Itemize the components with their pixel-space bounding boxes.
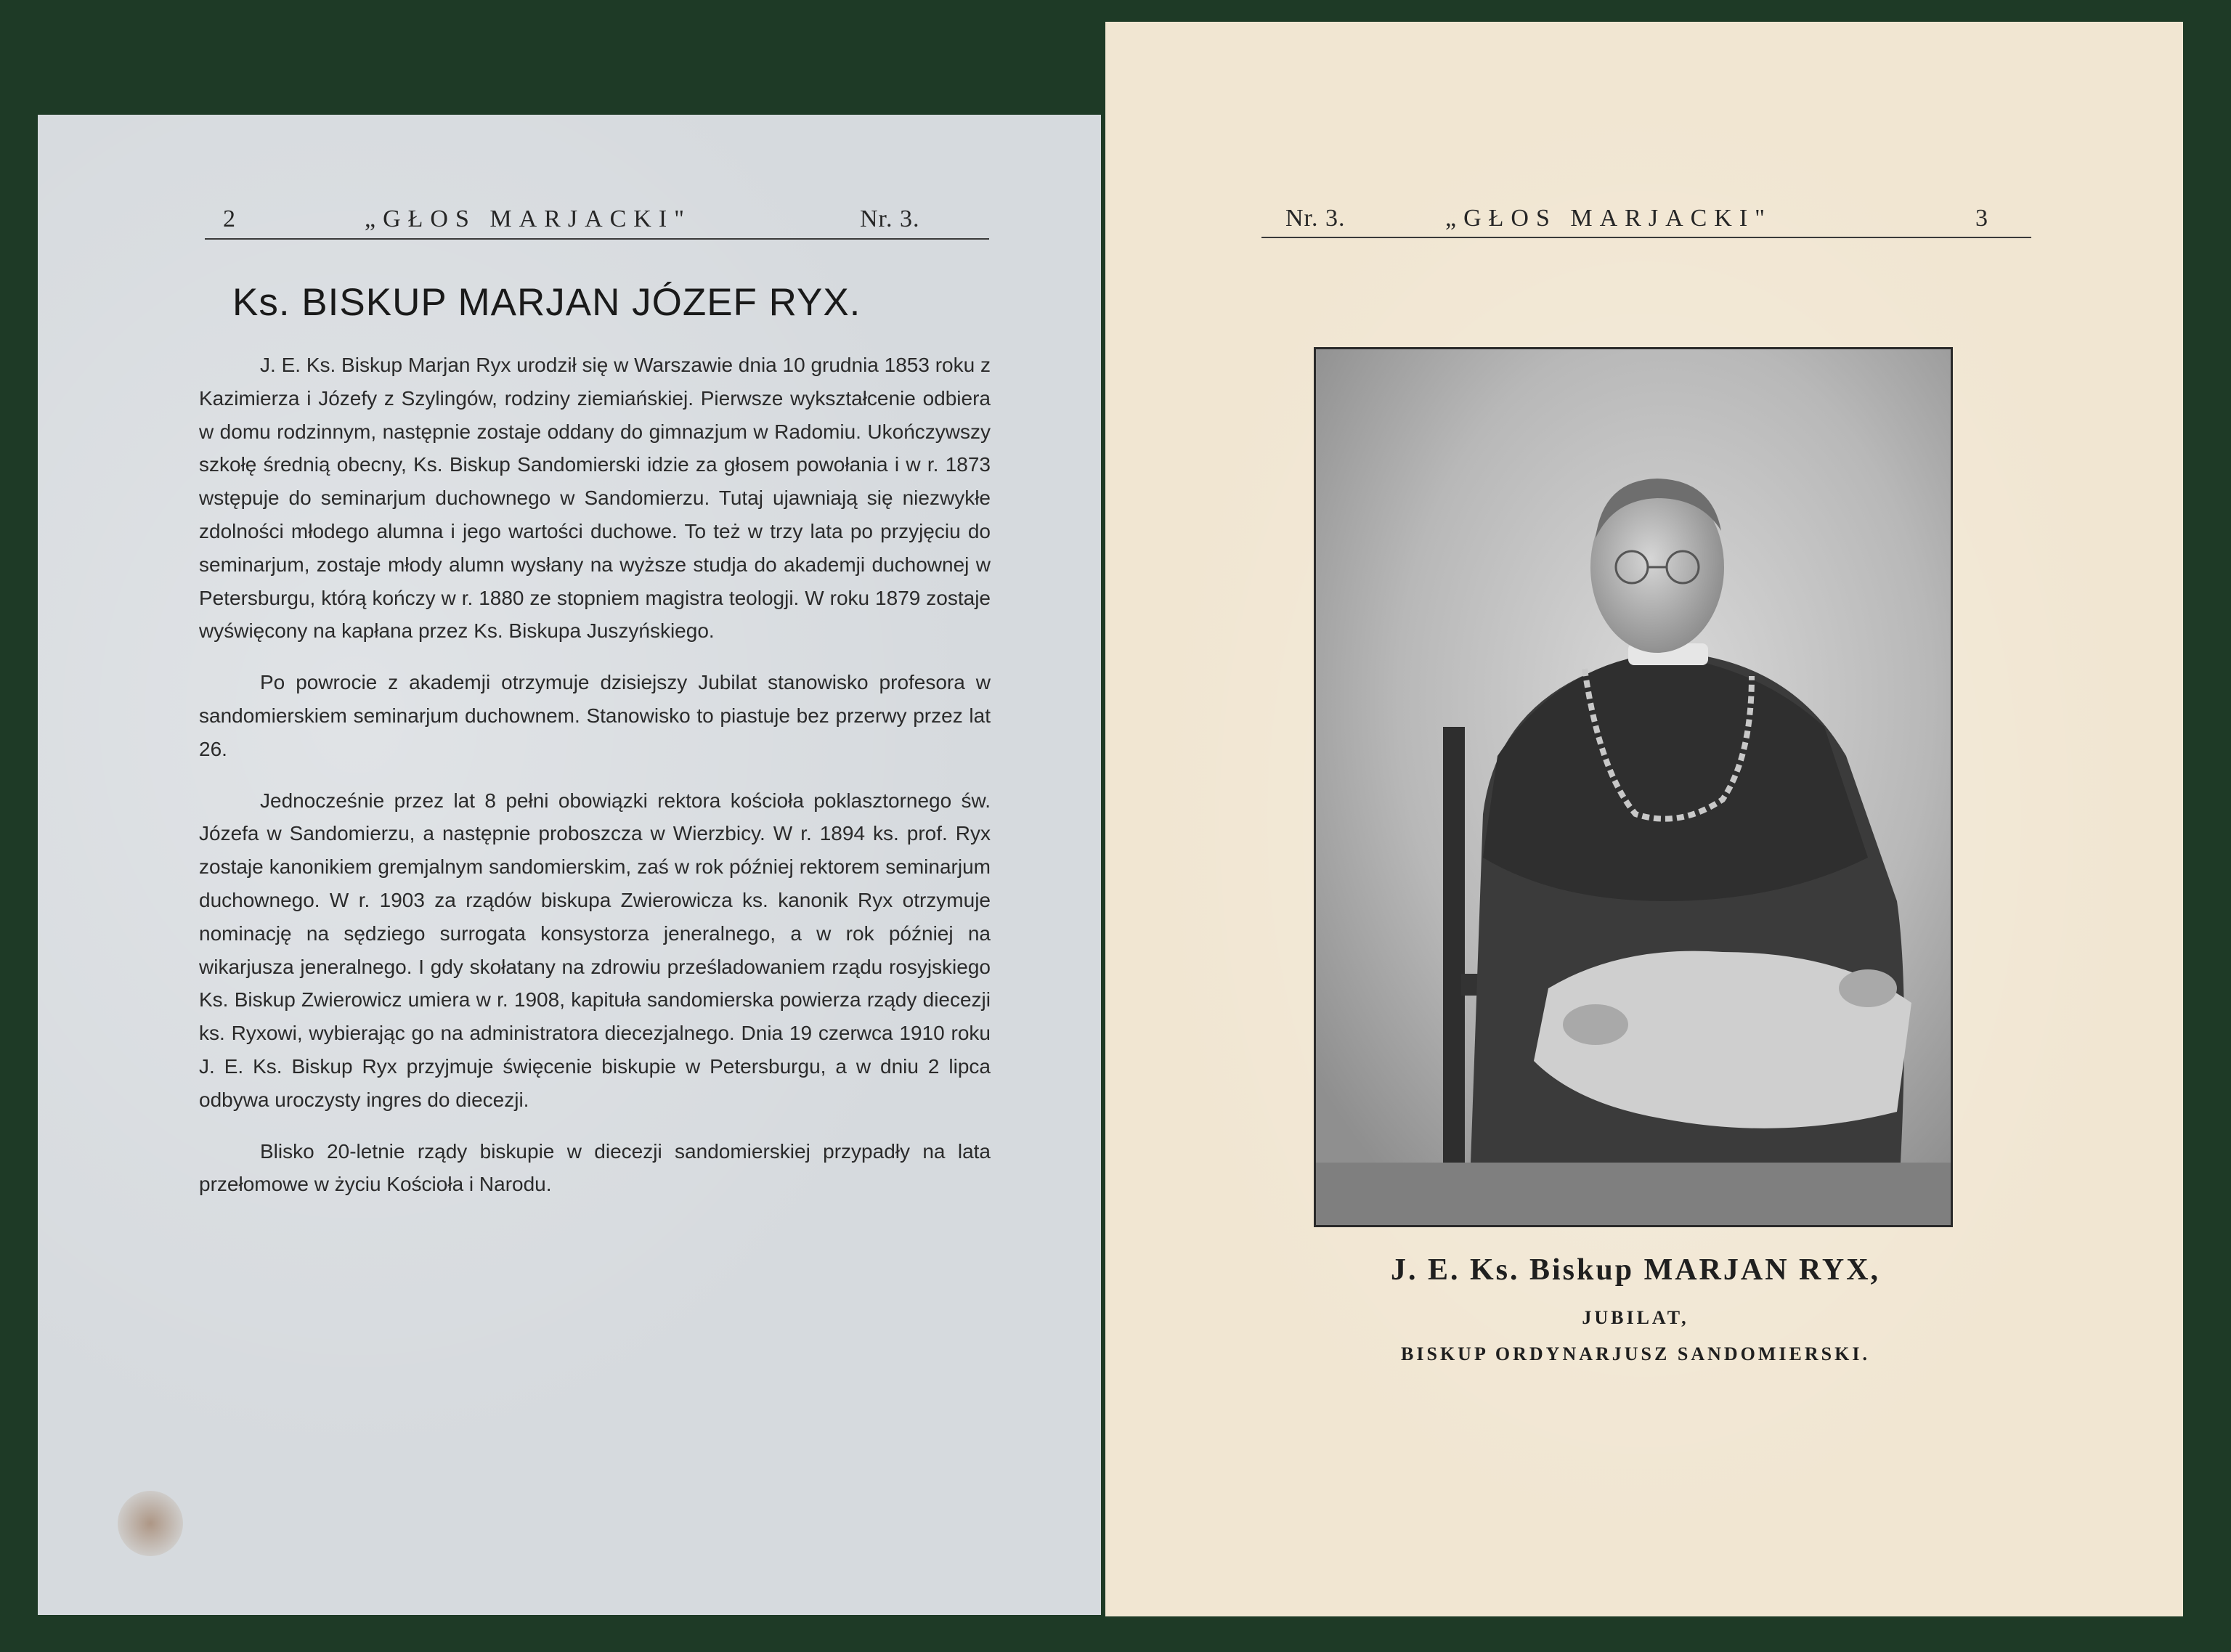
issue-number-left: Nr. 3. — [860, 206, 920, 232]
article-title: Ks. BISKUP MARJAN JÓZEF RYX. — [232, 281, 861, 324]
portrait-caption-role: JUBILAT, — [1582, 1307, 1689, 1328]
portrait-caption-name: J. E. Ks. Biskup MARJAN RYX, — [1390, 1253, 1881, 1287]
page-number-left: 2 — [223, 206, 236, 232]
article-body — [199, 349, 991, 1219]
portrait-caption-title: BISKUP ORDYNARJUSZ SANDOMIERSKI. — [1401, 1343, 1870, 1364]
portrait-illustration — [1316, 349, 1951, 1225]
header-rule-left — [205, 238, 989, 240]
article-paragraph: Jednocześnie przez lat 8 pełni obowiązki rektora kościoła poklasztornego św. Józefa w Sandomierzu, a następnie proboszcza w Wierzbicy. W r. 1894 ks. prof. Ryx zostaje kanonikiem gremjalnym sandomierskim, zaś w rok później rektorem seminarjum duchownego. W r. 1903 za rządów biskupa Zwierowicza ks. kanonik Ryx otrzymuje nominację na sędziego surrogata konsystorza jeneralnego, a w rok później na wikarjusza jeneralnego. I gdy skołatany na zdrowiu prześladowaniem rządu rosyjskiego Ks. Biskup Zwierowicz umiera w r. 1908, kapituła sandomierska powierza rządy diecezji ks. Ryxowi, wybierając go na administratora diecezjalnego. Dnia 19 czerwca 1910 roku J. E. Ks. Biskup Ryx przyjmuje święcenie biskupie w Petersburgu, a w dniu 2 lipca odbywa uroczysty ingres do diecezji. — [199, 789, 991, 1111]
header-rule-right — [1261, 237, 2031, 238]
article-paragraph: Blisko 20-letnie rządy biskupie w diecezji sandomierskiej przypadły na lata przełomowe w życiu Kościoła i Narodu. — [199, 1139, 991, 1196]
issue-number-right: Nr. 3. — [1285, 205, 1346, 232]
article-paragraph: J. E. Ks. Biskup Marjan Ryx urodził się w Warszawie dnia 10 grudnia 1853 roku z Kazimierza i Józefy z Szylingów, rodziny ziemiańskiej. Pierwsze wykształcenie odbiera w domu rodzinnym, następnie zostaje oddany do gimnazjum w Radomiu. Ukończywszy szkołę średnią obecny, Ks. Biskup Sandomierski idzie za głosem powołania i w r. 1873 wstępuje do seminarjum duchownego w Sandomierzu. Tutaj ujawniają się niezwykłe zdolności młodego alumna i jego wartości duchowe. To też w trzy lata po przyjęciu do seminarjum, zostaje młody alumn wysłany na wyższe studja do akademji duchownej w Petersburgu, którą kończy w r. 1880 ze stopniem magistra teologji. W roku 1879 zostaje wyświęcony na kapłana przez Ks. Biskupa Juszyńskiego. — [199, 354, 991, 643]
bishop-portrait-photo — [1314, 347, 1953, 1227]
right-page — [1105, 22, 2183, 1616]
journal-title-right: „GŁOS MARJACKI" — [1445, 205, 1773, 232]
article-paragraph: Po powrocie z akademji otrzymuje dzisiejszy Jubilat stanowisko profesora w sandomierskiem seminarjum duchownem. Stanowisko to piastuje bez przerwy przez lat 26. — [199, 671, 991, 760]
journal-title-left: „GŁOS MARJACKI" — [365, 206, 692, 232]
page-number-right: 3 — [1975, 205, 1988, 232]
left-page — [38, 115, 1101, 1615]
paper-stain — [118, 1491, 183, 1556]
